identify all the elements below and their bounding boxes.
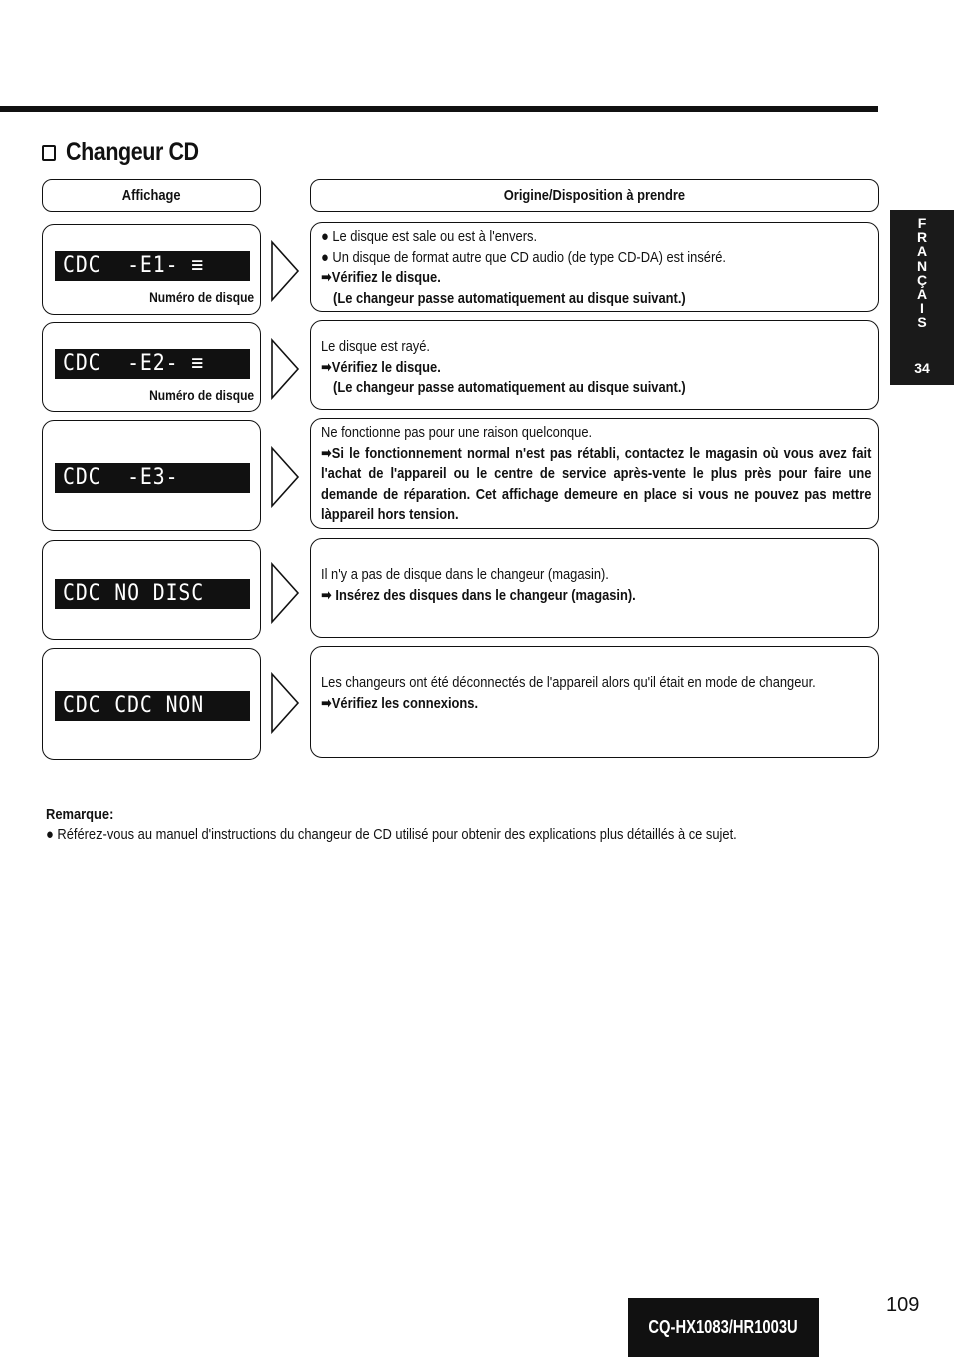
language-page-number: 34 <box>914 360 930 376</box>
cause-box-e1 <box>310 222 879 312</box>
section-heading <box>42 138 220 167</box>
model-badge: CQ-HX1083/HR1003U <box>628 1298 819 1357</box>
disc-number-label: Numéro de disque <box>148 387 254 403</box>
lcd-display: CDC -E1- ≡ <box>55 251 250 281</box>
checkbox-square-icon <box>42 145 56 161</box>
language-letters: F R A N Ç A I S <box>916 215 928 331</box>
remark-heading: Remarque: <box>46 806 114 823</box>
arrow-right-icon <box>270 446 300 508</box>
display-box-cdc-non <box>42 648 261 760</box>
cause-line: Ne fonctionne pas pour une raison quelconque. <box>321 424 593 441</box>
arrow-right-icon <box>270 338 300 400</box>
display-box-no-disc <box>42 540 261 640</box>
lcd-display: CDC CDC NON <box>55 691 250 721</box>
arrow-right-icon <box>270 562 300 624</box>
lcd-display: CDC NO DISC <box>55 579 250 609</box>
disc-number-label: Numéro de disque <box>148 289 254 305</box>
lcd-display: CDC -E3- <box>55 463 250 493</box>
action-line: ➡Vérifiez le disque. <box>321 358 441 376</box>
display-box-e3 <box>42 420 261 531</box>
cause-box-no-disc <box>310 538 879 638</box>
action-line: ➡Vérifiez le disque. <box>321 269 441 286</box>
cause-box-e3 <box>310 418 879 529</box>
cause-line: Il n'y a pas de disque dans le changeur (magasin). <box>321 566 609 583</box>
language-tab <box>890 210 954 385</box>
cause-line: Le disque est rayé. <box>321 338 431 355</box>
cause-box-e2 <box>310 320 879 410</box>
cause-box-cdc-non <box>310 646 879 758</box>
action-line: ➡Vérifiez les connexions. <box>321 694 479 712</box>
action-line: ➡ Insérez des disques dans le changeur (magasin). <box>321 586 636 604</box>
header-left-label: Affichage <box>122 187 181 204</box>
cause-line: ● Le disque est sale ou est à l'envers. <box>321 228 538 245</box>
top-rule <box>0 106 878 112</box>
note-line: (Le changeur passe automatiquement au disque suivant.) <box>333 379 686 396</box>
display-box-e1 <box>42 224 261 315</box>
cause-line: ● Un disque de format autre que CD audio (de type CD-DA) est inséré. <box>321 248 727 266</box>
note-line: (Le changeur passe automatiquement au disque suivant.) <box>333 289 686 307</box>
page-number: 109 <box>886 1294 920 1316</box>
header-right-label: Origine/Disposition à prendre <box>503 187 686 204</box>
display-box-e2 <box>42 322 261 412</box>
remark-text: ● Référez-vous au manuel d'instructions du changeur de CD utilisé pour obtenir des explications plus détaillés à ce sujet. <box>46 826 737 843</box>
action-line: ➡Si le fonctionnement normal n'est pas rétabli, contactez le magasin où vous avez fait l'achat de l'appareil ou le centre de service après-vente le plus près pour faire une demande de réparation. Cet affichage demeure en place si vous ne pouvez pas mettre làppareil hors tension. <box>321 444 872 523</box>
header-left <box>42 179 261 212</box>
page-title: Changeur CD <box>66 138 199 166</box>
header-right <box>310 179 879 212</box>
arrow-right-icon <box>270 240 300 302</box>
lcd-display: CDC -E2- ≡ <box>55 349 250 379</box>
arrow-right-icon <box>270 672 300 734</box>
cause-line: Les changeurs ont été déconnectés de l'appareil alors qu'il était en mode de changeur. <box>321 674 816 691</box>
